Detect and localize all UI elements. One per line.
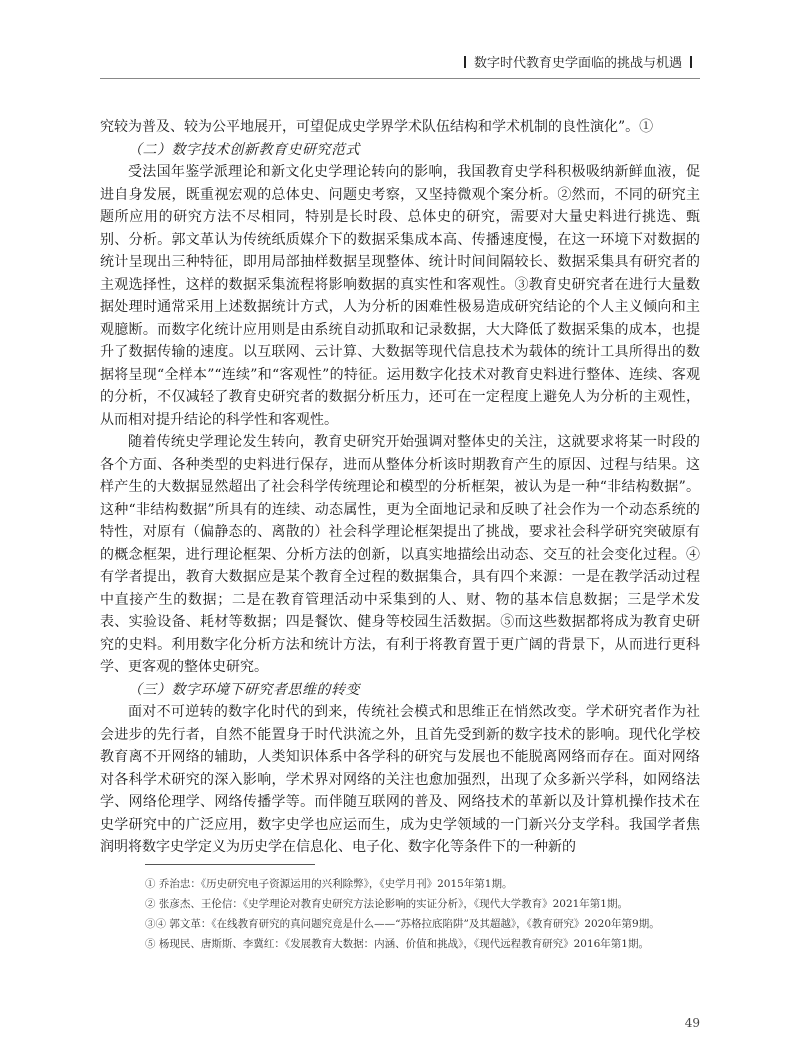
footnote-rule [145, 864, 315, 865]
paragraph: 随着传统史学理论发生转向，教育史研究开始强调对整体史的关注，这就要求将某一时段的各个方面、各种类型的史料进行保存，进而从整体分析该时期教育产生的原因、过程与结果。这样产生的大数据显然超出了社会科学传统理论和模型的分析框架，被认为是一种“非结构数据”。这种“非结构数据”所具有的连续、动态属性，更为全面地记录和反映了社会作为一个动态系统的特性，对原有（偏静态的、离散的）社会科学理论框架提出了挑战，要求社会科学研究突破原有的概念框架，进行理论框架、分析方法的创新，以真实地描绘出动态、交互的社会变化过程。④有学者提出，教育大数据应是某个教育全过程的数据集合，具有四个来源：一是在教学活动过程中直接产生的数据；二是在教育管理活动中采集到的人、财、物的基本信息数据；三是学术发表、实验设备、耗材等数据；四是餐饮、健身等校园生活数据。⑤而这些数据都将成为教育史研究的史料。利用数字化分析方法和统计方法，有利于将教育置于更广阔的背景下，从而进行更科学、更客观的整体史研究。 [100, 434, 700, 675]
footnote: ⑤ 杨现民、唐斯斯、李冀红：《发展教育大数据：内涵、价值和挑战》，《现代远程教育研究》2016年第1期。 [145, 938, 649, 950]
header-left-bar [464, 56, 466, 68]
footnote: ① 乔治忠：《历史研究电子资源运用的兴利除弊》，《史学月刊》2015年第1期。 [145, 878, 513, 890]
section-heading-2: （二）数字技术创新教育史研究范式 [128, 141, 360, 158]
footnote: ③④ 郭文革：《在线教育研究的真问题究竟是什么——“苏格拉底陷阱”及其超越》，《教育研究》2020年第9期。 [145, 918, 660, 930]
paragraph: 受法国年鉴学派理论和新文化史学理论转向的影响，我国教育史学科积极吸纳新鲜血液，促进自身发展，既重视宏观的总体史、问题史考察，又坚持微观个案分析。②然而，不同的研究主题所应用的研究方法不尽相同，特别是长时段、总体史的研究，需要对大量史料进行挑选、甄别、分析。郭文革认为传统纸质媒介下的数据采集成本高、传播速度慢，在这一环境下对数据的统计呈现出三种特征，即用局部抽样数据呈现整体、统计时间间隔较长、数据采集具有研究者的主观选择性，这样的数据采集流程将影响数据的真实性和客观性。③教育史研究者在进行大量数据处理时通常采用上述数据统计方式，人为分析的困难性极易造成研究结论的个人主义倾向和主观臆断。而数字化统计应用则是由系统自动抓取和记录数据，大大降低了数据采集的成本，也提升了数据传输的速度。以互联网、云计算、大数据等现代信息技术为载体的统计工具所得出的数据将呈现“全样本”“连续”和“客观性”的特征。运用数字化技术对教育史料进行整体、连续、客观的分析，不仅减轻了教育史研究者的数据分析压力，还可在一定程度上避免人为分析的主观性，从而相对提升结论的科学性和客观性。 [100, 164, 700, 428]
footnotes [145, 874, 700, 954]
running-header [456, 52, 700, 71]
footnote: ② 张彦杰、王伦信：《史学理论对教育史研究方法论影响的实证分析》，《现代大学教育》2021年第1期。 [145, 898, 628, 910]
paragraph-continuation: 究较为普及、较为公平地展开，可望促成史学界学术队伍结构和学术机制的良性演化”。① [100, 119, 654, 135]
paragraph: 面对不可逆转的数字化时代的到来，传统社会模式和思维正在悄然改变。学术研究者作为社会进步的先行者，自然不能置身于时代洪流之外，且首先受到新的数字技术的影响。现代化学校教育离不开网络的辅助，人类知识体系中各学科的研究与发展也不能脱离网络而存在。面对网络对各科学术研究的深入影响，学术界对网络的关注也愈加强烈，出现了众多新兴学科，如网络法学、网络伦理学、网络传播学等。而伴随互联网的普及、网络技术的革新以及计算机操作技术在史学研究中的广泛应用，数字史学也应运而生，成为史学领域的一门新兴分支学科。我国学者焦润明将数字史学定义为历史学在信息化、电子化、数字化等条件下的一种新的 [100, 704, 700, 855]
page-number: 49 [684, 1016, 700, 1030]
article-body [100, 116, 700, 859]
section-heading-3: （三）数字环境下研究者思维的转变 [128, 681, 360, 698]
header-rule [100, 78, 700, 79]
header-title: 数字时代教育史学面临的挑战与机遇 [473, 56, 682, 71]
header-right-bar [690, 56, 692, 68]
